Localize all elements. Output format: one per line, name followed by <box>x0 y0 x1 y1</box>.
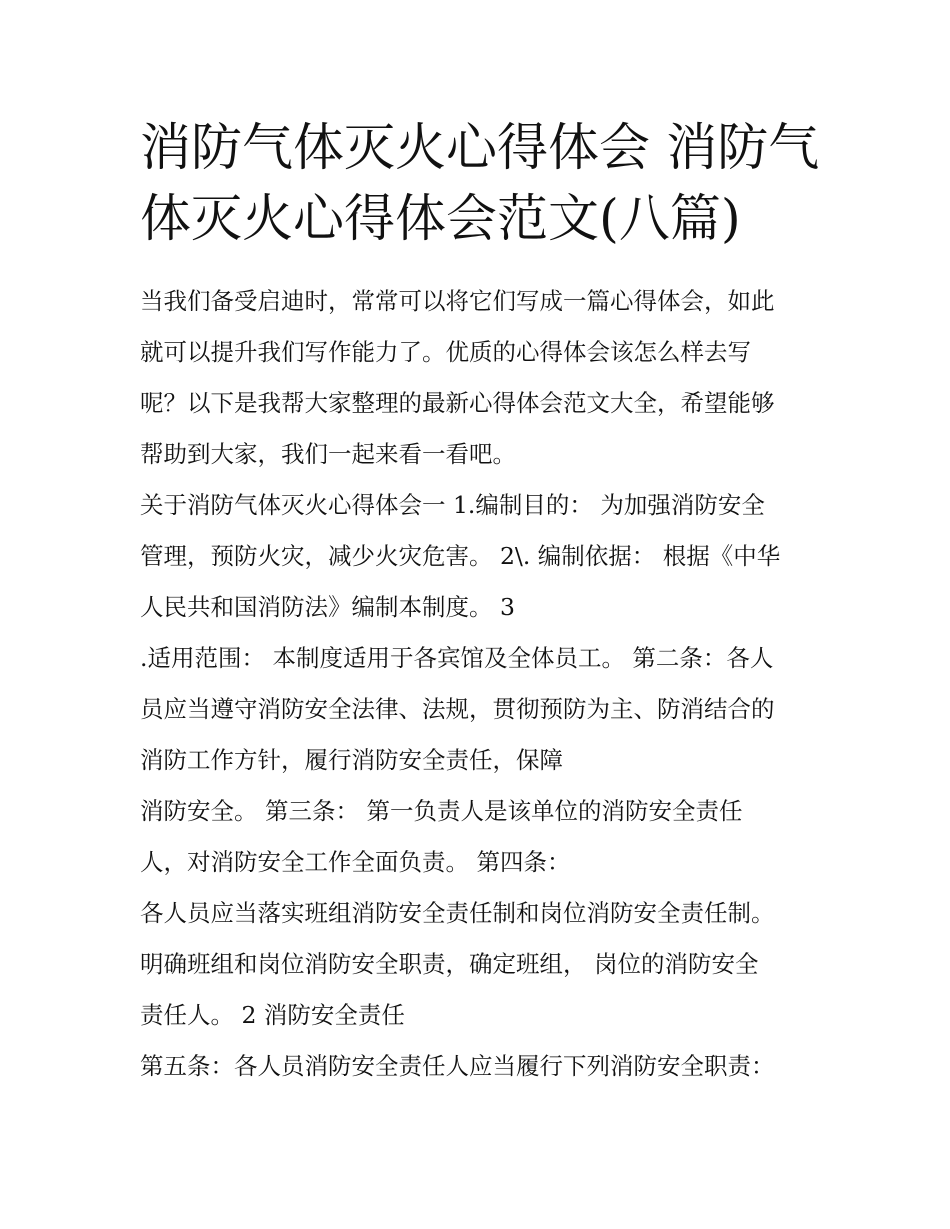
body-line: 员应当遵守消防安全法律、法规，贯彻预防为主、防消结合的 <box>140 695 775 723</box>
body-line: 当我们备受启迪时，常常可以将它们写成一篇心得体会，如此 <box>140 287 775 315</box>
body-line: 消防安全。 第三条： 第一负责人是该单位的消防安全责任 <box>140 797 743 825</box>
body-line: 第五条：各人员消防安全责任人应当履行下列消防安全职责： <box>140 1052 775 1080</box>
body-line: 关于消防气体灭火心得体会一 1.编制目的： 为加强消防安全 <box>140 491 765 519</box>
title-line: 消防气体灭火心得体会 消防气 <box>140 119 820 178</box>
body-line: 消防工作方针，履行消防安全责任，保障 <box>140 746 563 774</box>
title-line: 体灭火心得体会范文(八篇) <box>140 190 741 249</box>
body-line: 明确班组和岗位消防安全职责，确定班组， 岗位的消防安全 <box>140 950 759 978</box>
document-title <box>140 113 830 255</box>
body-line: 帮助到大家，我们一起来看一看吧。 <box>140 440 516 468</box>
body-line: 各人员应当落实班组消防安全责任制和岗位消防安全责任制。 <box>140 899 775 927</box>
document-body <box>140 276 840 1092</box>
body-line: .适用范围： 本制度适用于各宾馆及全体员工。 第二条：各人 <box>140 644 774 672</box>
body-line: 就可以提升我们写作能力了。优质的心得体会该怎么样去写 <box>140 338 751 366</box>
body-line: 管理，预防火灾，减少火灾危害。 2\. 编制依据： 根据《中华 <box>140 542 781 570</box>
body-line: 责任人。 2 消防安全责任 <box>140 1001 405 1029</box>
body-line: 呢？以下是我帮大家整理的最新心得体会范文大全，希望能够 <box>140 389 775 417</box>
body-line: 人民共和国消防法》编制本制度。 3 <box>140 593 515 621</box>
body-line: 人，对消防安全工作全面负责。 第四条： <box>140 848 571 876</box>
